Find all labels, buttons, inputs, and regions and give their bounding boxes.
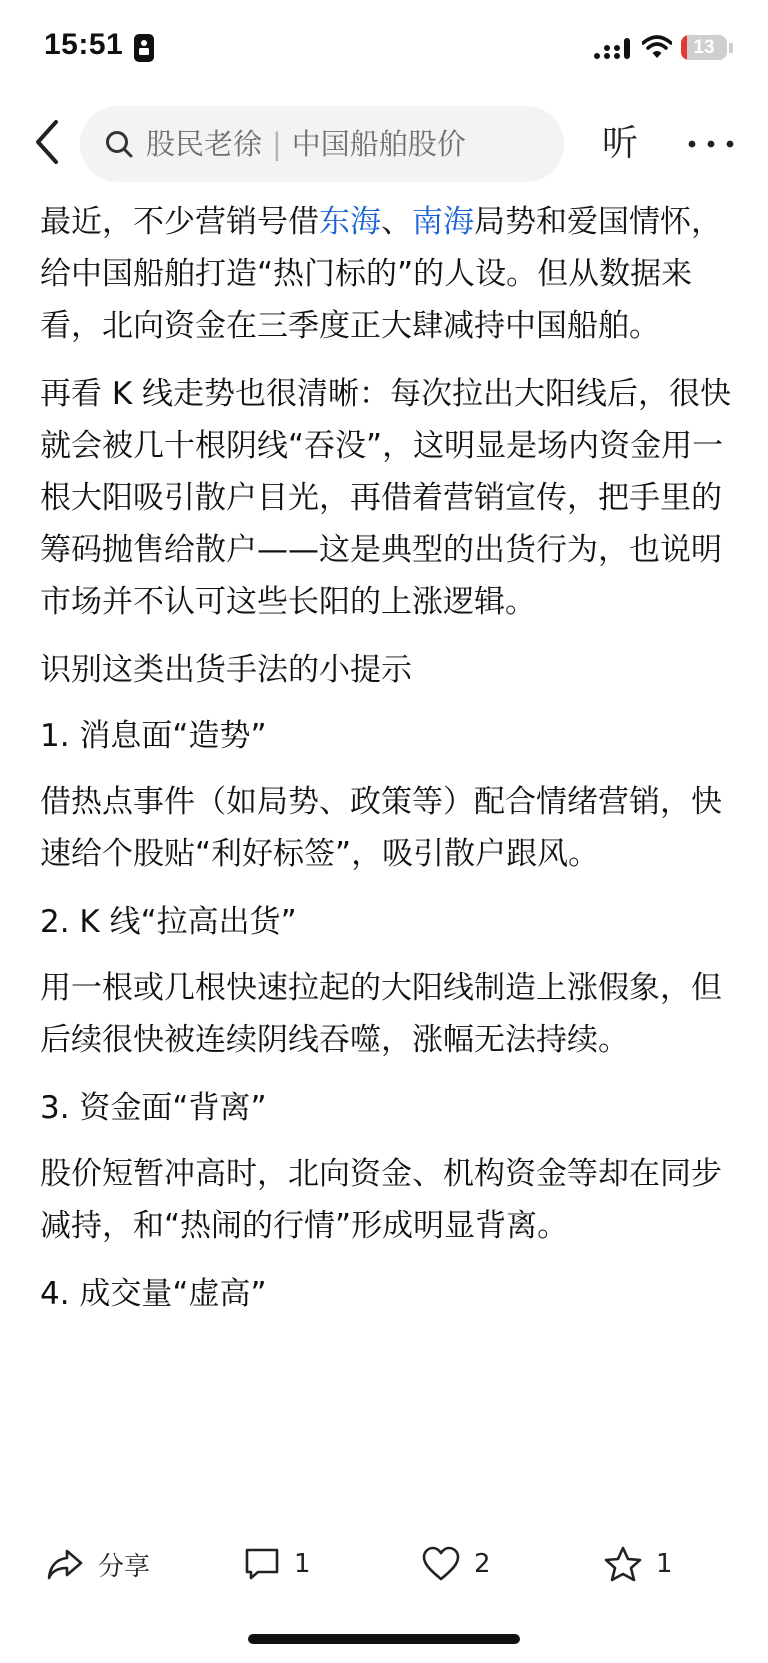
paragraph-text: 最近，不少营销号借	[40, 204, 319, 240]
comment-count: 1	[294, 1549, 311, 1579]
battery-icon	[681, 35, 727, 60]
comment-button[interactable]	[244, 1524, 311, 1604]
like-button[interactable]	[422, 1524, 491, 1604]
share-label: 分享	[98, 1551, 151, 1582]
article-paragraph-3: 识别这类出货手法的小提示	[40, 652, 412, 688]
search-separator: |	[272, 127, 282, 161]
like-count: 2	[474, 1549, 491, 1579]
article-paragraph-4: 借热点事件（如局势、政策等）配合情绪营销，快速给个股贴“利好标签”，吸引散户跟风。	[40, 784, 722, 872]
action-bar	[0, 1524, 768, 1604]
search-icon	[104, 129, 134, 159]
section-heading-3: 3. 资金面“背离”	[40, 1090, 267, 1126]
paragraph-text: 、	[381, 204, 412, 240]
wifi-icon	[642, 35, 672, 59]
more-horizontal-icon[interactable]	[686, 134, 736, 154]
status-time: 15:51	[44, 28, 124, 61]
favorite-button[interactable]	[604, 1524, 673, 1604]
status-bar	[0, 0, 768, 96]
section-heading-1: 1. 消息面“造势”	[40, 718, 267, 754]
article-paragraph-5: 用一根或几根快速拉起的大阳线制造上涨假象，但后续很快被连续阴线吞噬，涨幅无法持续。	[40, 970, 722, 1058]
star-icon	[604, 1546, 642, 1582]
lock-icon	[133, 33, 155, 63]
search-text	[146, 106, 466, 182]
search-keyword-right: 中国船舶股价	[291, 127, 466, 161]
home-indicator[interactable]	[248, 1634, 520, 1644]
link-donghai[interactable]: 东海	[319, 204, 381, 240]
article-paragraph-6: 股价短暂冲高时，北向资金、机构资金等却在同步减持，和“热闹的行情”形成明显背离。	[40, 1156, 722, 1244]
chevron-left-icon[interactable]	[28, 112, 68, 172]
favorite-count: 1	[656, 1549, 673, 1579]
battery-level-text: 13	[693, 37, 715, 58]
search-keyword-left: 股民老徐	[146, 127, 263, 161]
signal-icon	[594, 36, 632, 60]
article-paragraph-2: 再看 K 线走势也很清晰：每次拉出大阳线后，很快就会被几十根阴线“吞没”，这明显是场内资金用一根大阳吸引散户目光，再借着营销宣传，把手里的筹码抛售给散户——这是典型的出货行为，也说明市场并不认可这些长阳的上涨逻辑。	[40, 376, 732, 620]
listen-button[interactable]: 听	[602, 123, 639, 164]
section-heading-2: 2. K 线“拉高出货”	[40, 904, 297, 940]
search-input[interactable]	[80, 106, 564, 182]
section-heading-4: 4. 成交量“虚高”	[40, 1276, 267, 1312]
share-icon	[46, 1545, 84, 1583]
paragraph-text: 局势和爱国情怀，给中国船舶打造“热门标的”的人设。但从数据来看，北向资金在三季度正大肆减持中国船舶。	[40, 204, 722, 344]
article-body	[40, 196, 740, 1334]
comment-icon	[244, 1546, 280, 1582]
article-paragraph-1	[40, 196, 740, 352]
link-nanhai[interactable]: 南海	[412, 204, 474, 240]
heart-icon	[422, 1546, 460, 1582]
share-button[interactable]	[46, 1524, 150, 1604]
battery-cap	[729, 43, 733, 53]
